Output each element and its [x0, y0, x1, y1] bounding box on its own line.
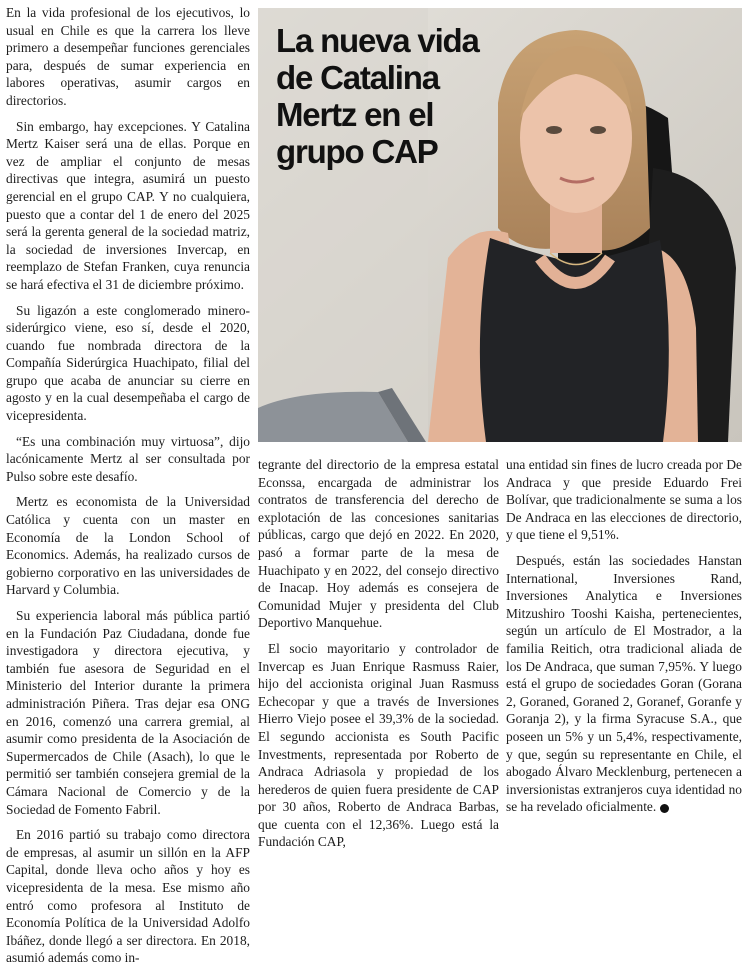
- article-column-2: [258, 456, 499, 859]
- headline: La nueva vida de Catalina Mertz en el grupo CAP: [276, 22, 479, 170]
- paragraph: En 2016 partió su trabajo como directora de empresas, al asumir un sillón en la AFP Capital, donde lleva ocho años y hoy es vicepresidenta de la mesa. Ese mismo año entró como profesora al Instituto de Economía Política de la Universidad Adolfo Ibáñez, donde llegó a ser directora. En 2018, asumió además como in-: [6, 827, 250, 966]
- paragraph: Su ligazón a este conglomerado minero-siderúrgico viene, eso sí, desde el 2020, cuando fue nombrada directora de la Compañía Siderúrgica Huachipato, filial del grupo que acaba de anunciar su cierre en agosto y en la cual desempeñaba el cargo de vicepresidenta.: [6, 302, 250, 424]
- paragraph-text: Después, están las sociedades Hanstan International, Inversiones Rand, Inversiones Analytica e Inversiones Mitzushiro Tooshi Kaisha, pertenecientes, según un artículo de El Mostrador, a la familia Reitich, otra tradicional aliada de los De Andraca, que suman 7,95%. Y luego está el grupo de sociedades Goran (Gorana 2, Goraned, Goraned 2, Goranef, Goranfe y Goranja 2), y la firma Syracuse S.A., que poseen un 5% y un 5,4%, respectivamente, y que, según su representante en Chile, el abogado Álvaro Mecklenburg, pertenecen a inversionistas extranjeros cuya identidad no se ha revelado oficialmente.: [506, 552, 742, 815]
- paragraph: tegrante del directorio de la empresa estatal Econssa, encargada de administrar los contratos de transferencia del derecho de explotación de las concesiones sanitarias públicas, cargo que dejó en 2022. En 2020, pasó a formar parte de la mesa de Huachipato y en 2022, del consejo directivo de Inacap. Hoy además es consejera de Comunidad Mujer y presidenta del Club Deportivo Manquehue.: [258, 457, 499, 631]
- article-column-3: [506, 456, 742, 824]
- end-of-article-mark: P: [660, 804, 669, 813]
- paragraph: En la vida profesional de los ejecutivos, lo usual en Chile es que la carrera los lleve primero a desempeñar funciones gerenciales para, después de sumar experiencia en labores operativas, asumir cargos en directorios.: [6, 5, 250, 108]
- paragraph: Mertz es economista de la Universidad Católica y cuenta con un master en Economía de la London School of Economics. Además, ha realizado cursos de gobierno corporativo en las universidades de Harvard y Columbia.: [6, 494, 250, 598]
- portrait-photo: [258, 8, 742, 442]
- paragraph: “Es una combinación muy virtuosa”, dijo lacónicamente Mertz al ser consultada por Pulso sobre este desafío.: [6, 433, 250, 484]
- paragraph: Sin embargo, hay excepciones. Y Catalina Mertz Kaiser será una de ellas. Porque en vez de ampliar el conjunto de mesas directivas que integra, asumirá un puesto gerencial en el grupo CAP. Y no cualquiera, puesto que a contar del 1 de enero del 2025 será la gerenta general de la sociedad matriz, la sociedad de inversiones Invercap, en reemplazo de Stefan Franken, cuya renuncia se hará efectiva el 31 de diciembre próximo.: [6, 118, 250, 292]
- paragraph: Su experiencia laboral más pública partió en la Fundación Paz Ciudadana, donde fue investigadora y directora ejecutiva, y también fue asesora de Seguridad en el Ministerio del Interior durante la primera administración Piñera. Tras dejar esa ONG en 2016, comenzó una carrera gremial, al asumir como presidenta de la Asociación de Supermercados de Chile (Asach), lo que le permitió ser también consejera gremial de la Cámara Nacional de Comercio y de la Sociedad de Fomento Fabril.: [6, 608, 250, 817]
- paragraph: una entidad sin fines de lucro creada por De Andraca y que preside Eduardo Frei Bolívar, que tradicionalmente se suma a los De Andraca en las elecciones de directorio, y que tiene el 9,51%.: [506, 457, 742, 543]
- paragraph: El socio mayoritario y controlador de Invercap es Juan Enrique Rasmuss Raier, hijo del accionista original Juan Rasmuss Echecopar y que a través de Inversiones Hierro Viejo posee el 39,3% de la sociedad. El segundo accionista es South Pacific Investments, representada por Roberto de Andraca Adriasola y propiedad de los herederos de quien fuera presidente de CAP por 30 años, Roberto de Andraca Barbas, que cuenta con el 12,36%. Luego está la Fundación CAP,: [258, 640, 499, 850]
- paragraph: [506, 552, 742, 816]
- article-column-1: [6, 4, 250, 975]
